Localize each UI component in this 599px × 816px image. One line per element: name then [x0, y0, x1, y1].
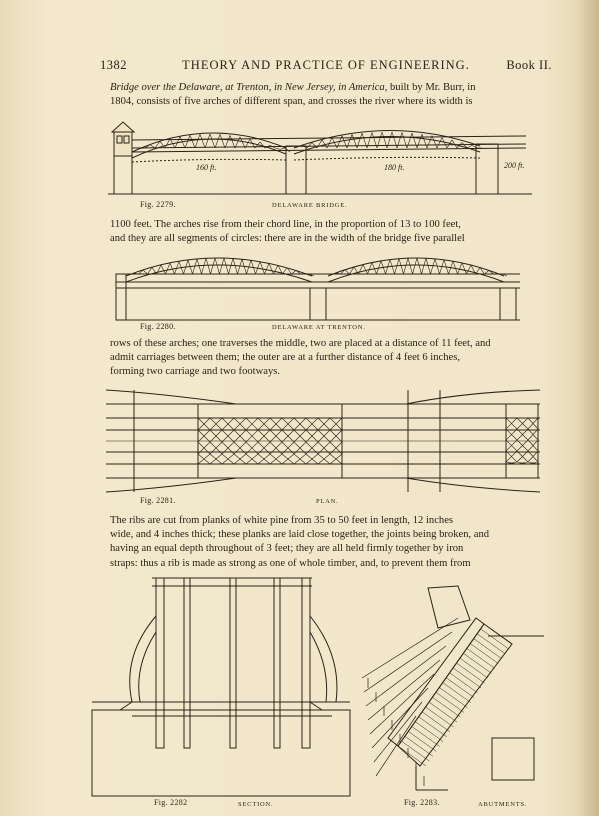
engraving-line — [215, 258, 220, 274]
engraving-line — [477, 634, 505, 654]
page-gutter-shadow — [577, 0, 599, 816]
figure-2279-elevation — [108, 118, 532, 198]
engraving-line — [437, 138, 442, 148]
engraving-line — [462, 263, 467, 274]
engraving-line — [195, 134, 200, 148]
paragraph-line: forming two carriage and two footways. — [110, 366, 281, 378]
engraving-line — [206, 258, 211, 274]
engraving-line — [485, 270, 490, 274]
engraving-line — [408, 731, 436, 751]
figure-2282-section — [92, 576, 352, 798]
engraving-line — [363, 265, 368, 274]
engraving-line — [439, 687, 467, 707]
engraving-line — [225, 135, 230, 148]
engraving-line — [419, 717, 447, 737]
paragraph-3 — [110, 337, 552, 380]
engraving-line — [220, 134, 225, 148]
engraving-line — [202, 258, 207, 274]
engraving-line — [398, 746, 426, 766]
engraving-line — [450, 673, 478, 693]
fig-2281-caption: PLAN. — [316, 498, 339, 505]
engraving-line — [408, 258, 413, 274]
engraving-line — [415, 722, 443, 742]
span-label-3: 200 ft. — [504, 161, 525, 170]
running-title: THEORY AND PRACTICE OF ENGINEERING. — [182, 58, 470, 72]
engraving-line — [422, 712, 450, 732]
paragraph-line: Bridge over the Delaware, at Trenton, in New Jersey, in America, built by Mr. Burr, in — [110, 82, 476, 93]
engraving-line — [374, 702, 422, 762]
engraving-line — [215, 134, 220, 148]
fig-2282-caption: SECTION. — [238, 801, 274, 808]
paragraph-line: rows of these arches; one traverses the middle, two are placed at a distance of 11 feet, and — [110, 338, 491, 349]
engraving-line — [474, 639, 502, 659]
engraving-line — [463, 653, 491, 673]
engraving-line — [224, 258, 229, 274]
paragraph-line: and they are all segments of circles: there are in the width of the bridge five parallel — [110, 233, 465, 245]
engraving-line — [280, 148, 285, 149]
engraving-line — [220, 258, 225, 274]
engraving-line — [200, 134, 205, 148]
italic-lead: Bridge over the Delaware, at Trenton, in New Jersey, in America, — [110, 82, 388, 93]
figure-2280-elevation — [116, 254, 520, 322]
engraving-line — [368, 660, 440, 720]
engraving-line — [467, 648, 495, 668]
paragraph-line: having an equal depth throughout of 3 feet; they are all held firmly together by iron — [110, 543, 464, 555]
engraving-line — [432, 697, 460, 717]
engraving-line — [432, 136, 437, 148]
book-label: Book II. — [506, 58, 552, 72]
engraving-line — [453, 668, 481, 688]
engraving-line — [426, 258, 431, 274]
engraving-line — [456, 663, 484, 683]
engraving-line — [197, 259, 202, 274]
page-number: 1382 — [100, 58, 127, 72]
engraving-line — [427, 136, 432, 148]
figure-2281-plan — [106, 388, 540, 494]
engraving-line — [274, 265, 279, 274]
paragraph-line: wide, and 4 inches thick; these planks are laid close together, the joints being broken, and — [110, 529, 490, 541]
engraving-line — [467, 145, 472, 148]
engraving-line — [161, 265, 166, 274]
engraving-line — [205, 134, 210, 148]
engraving-line — [429, 702, 457, 722]
engraving-line — [412, 726, 440, 746]
engraving-line — [417, 258, 422, 274]
engraving-line — [157, 265, 162, 274]
fig-2281-number: Fig. 2281. — [140, 496, 176, 505]
fig-2279-caption: DELAWARE BRIDGE. — [272, 202, 348, 209]
paragraph-line: The ribs are cut from planks of white pine from 35 to 50 feet in length, 12 inches — [110, 515, 454, 526]
engraving-line — [260, 261, 265, 274]
fig-2280-caption: DELAWARE AT TRENTON. — [272, 324, 366, 331]
paragraph-line: straps: thus a rib is made as strong as one of whole timber, and, to prevent them from — [110, 557, 471, 569]
running-header — [100, 58, 552, 74]
fig-2283-number: Fig. 2283. — [404, 798, 440, 807]
engraving-line — [283, 268, 288, 274]
engraving-line — [364, 632, 452, 692]
engraving-line — [370, 674, 434, 734]
engraving-line — [190, 135, 195, 148]
engraving-line — [413, 258, 418, 274]
engraving-line — [460, 658, 488, 678]
engraving-line — [484, 624, 512, 644]
engraving-line — [407, 133, 412, 148]
engraving-line — [292, 270, 297, 274]
engraving-line — [230, 135, 235, 148]
engraving-line — [467, 265, 472, 274]
fig-2282-number: Fig. 2282 — [154, 798, 188, 807]
engraving-line — [443, 683, 471, 703]
engraving-line — [404, 258, 409, 274]
span-label-1: 160 ft. — [196, 163, 217, 172]
engraving-line — [446, 678, 474, 698]
engraving-line — [405, 736, 433, 756]
engraving-line — [275, 148, 280, 149]
engraving-line — [166, 263, 171, 274]
engraving-line — [412, 133, 417, 148]
engraving-line — [422, 134, 427, 148]
fig-2279-number: Fig. 2279. — [140, 200, 176, 209]
engraving-line — [401, 741, 429, 761]
engraving-line — [422, 258, 427, 274]
paragraph-line: 1804, consists of five arches of different span, and crosses the river where its width is — [110, 96, 473, 108]
engraving-line — [399, 259, 404, 274]
paragraph-line: 1100 feet. The arches rise from their chord line, in the proportion of 13 to 100 feet, — [110, 219, 461, 230]
paragraph-1 — [110, 81, 552, 109]
engraving-line — [229, 258, 234, 274]
engraving-line — [470, 644, 498, 664]
engraving-line — [265, 263, 270, 274]
engraving-line — [436, 692, 464, 712]
engraving-line — [143, 270, 148, 274]
engraving-line — [269, 263, 274, 274]
engraving-line — [345, 270, 350, 274]
paragraph-line: admit carriages between them; the outer are at a further distance of 4 feet 6 inches, — [110, 352, 461, 364]
figure-2283-abutments — [358, 584, 548, 792]
engraving-line — [426, 707, 454, 727]
engraving-line — [376, 716, 416, 776]
paragraph-2 — [110, 218, 552, 246]
engraving-line — [368, 263, 373, 275]
engraving-line — [453, 261, 458, 274]
span-label-2: 180 ft. — [384, 163, 405, 172]
engraving-line — [417, 134, 422, 148]
fig-2280-number: Fig. 2280. — [140, 322, 176, 331]
engraving-line — [211, 258, 216, 274]
paragraph-4 — [110, 514, 552, 571]
engraving-line — [431, 259, 436, 274]
fig-2283-caption: ABUTMENTS. — [478, 801, 528, 808]
engraving-line — [317, 140, 322, 148]
engraving-line — [210, 134, 215, 148]
